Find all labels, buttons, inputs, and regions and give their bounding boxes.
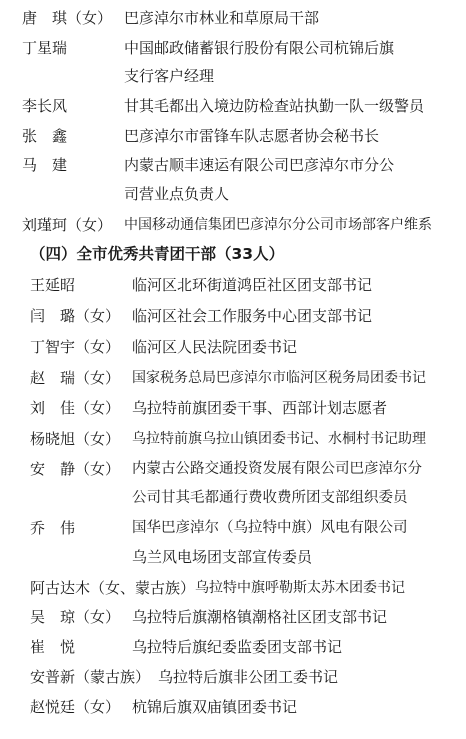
person-role: 乌拉特中旗呼勒斯太苏木团委书记 [195, 580, 405, 596]
person-name: 闫 璐（女） [30, 307, 121, 325]
person-name: 马 建 [22, 156, 68, 174]
person-role: 国家税务总局巴彦淖尔市临河区税务局团委书记 [132, 370, 426, 386]
person-role: 乌拉特后旗纪委监委团支部书记 [132, 638, 343, 656]
person-role: 临河区社会工作服务中心团支部书记 [132, 307, 373, 325]
person-name: 刘瑾珂（女） [22, 216, 113, 234]
person-name: 赵 瑞（女） [30, 369, 121, 387]
person-role: 临河区人民法院团委书记 [132, 338, 298, 356]
person-role: 乌拉特前旗乌拉山镇团委书记、水桐村书记助理 [132, 431, 426, 447]
person-name: 吴 琼（女） [30, 608, 121, 626]
person-role-continued: 支行客户经理 [124, 67, 215, 85]
person-role: 内蒙古公路交通投资发展有限公司巴彦淖尔分 [132, 461, 422, 477]
person-name: 阿古达木（女、蒙古族） [30, 579, 196, 597]
person-name: 丁星瑞 [22, 39, 68, 57]
person-role: 中国邮政储蓄银行股份有限公司杭锦后旗 [124, 39, 395, 57]
person-name: 乔 伟 [30, 519, 76, 537]
person-role: 国华巴彦淖尔（乌拉特中旗）风电有限公司 [132, 520, 408, 536]
person-name: 唐 琪（女） [22, 9, 113, 27]
person-role-continued: 司营业点负责人 [124, 185, 230, 203]
person-name: 王延昭 [30, 276, 76, 294]
person-role: 巴彦淖尔市雷锋车队志愿者协会秘书长 [124, 127, 380, 145]
person-role: 乌拉特后旗非公团工委书记 [158, 668, 339, 686]
person-name: 赵悦廷（女） [30, 698, 121, 716]
person-role-continued: 公司甘其毛都通行费收费所团支部组织委员 [132, 490, 408, 506]
person-name: 崔 悦 [30, 638, 76, 656]
section-heading: （四）全市优秀共青团干部（33人） [30, 245, 285, 263]
person-role-continued: 乌兰风电场团支部宣传委员 [132, 548, 313, 566]
person-role: 巴彦淖尔市林业和草原局干部 [124, 9, 320, 27]
person-role: 内蒙古顺丰速运有限公司巴彦淖尔市分公 [124, 156, 395, 174]
person-role: 乌拉特后旗潮格镇潮格社区团支部书记 [132, 608, 388, 626]
person-role: 乌拉特前旗团委干事、西部计划志愿者 [132, 399, 388, 417]
person-name: 安 静（女） [30, 460, 121, 478]
person-role: 临河区北环街道鸿臣社区团支部书记 [132, 276, 373, 294]
person-name: 李长风 [22, 97, 68, 115]
person-role: 中国移动通信集团巴彦淖尔分公司市场部客户维系 [124, 217, 432, 233]
person-role: 杭锦后旗双庙镇团委书记 [132, 698, 298, 716]
person-name: 张 鑫 [22, 127, 68, 145]
person-role: 甘其毛都出入境边防检查站执勤一队一级警员 [124, 97, 425, 115]
person-name: 杨晓旭（女） [30, 430, 121, 448]
person-name: 安普新（蒙古族） [30, 668, 151, 686]
person-name: 丁智宇（女） [30, 338, 121, 356]
person-name: 刘 佳（女） [30, 399, 121, 417]
